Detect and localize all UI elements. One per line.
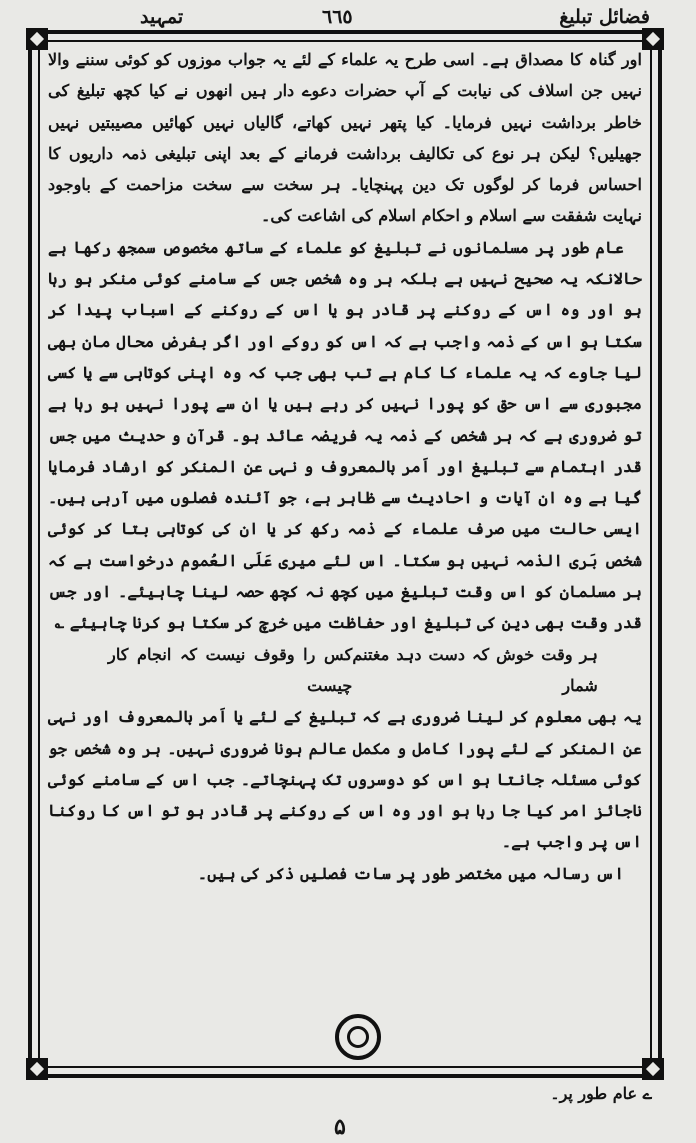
circle-ornament-icon xyxy=(335,1014,381,1060)
main-text xyxy=(48,44,642,889)
footer-page-number: ۵ xyxy=(334,1114,346,1140)
header-page-number: ٦٦٥ xyxy=(322,6,353,28)
couplet-second-hemistich: کس را وقوف نیست کہ انجام کار چیست xyxy=(108,644,353,695)
paragraph: عام طور پر مسلمانوں نے تبلیغ کو علماء کے ساتھ مخصوص سمجھ رکھا ہے حالانکہ یہ صحیح نہیں ہے بلکہ ہر وہ شخص جس کے سامنے کوئی منکر ہو رہا ہو اور وہ اس کے روکنے پر قادر ہو یا اس کے روکنے کے اسباب پیدا کر سکتا ہو اس کے ذمہ واجب ہے کہ اس کو روکے اور اگر بفرض محال مان بھی لیا جاوے کہ یہ علماء کا کام ہے تب بھی جب کہ وہ اپنی کوتاہی سے یا کسی مجبوری سے اس حق کو پورا نہیں کر رہے ہیں یا ان سے پورا نہیں ہو رہا ہے تو ضروری ہے کہ ہر شخص کے ذمہ یہ فریضہ عائد ہو۔ قرآن و حدیث میں جس قدر اہتمام سے تبلیغ اور اَمر بالمعروف و نہی عن المنکر کو ارشاد فرمایا گیا ہے وہ ان آیات و احادیث سے ظاہر ہے، جو آئندہ فصلوں میں آرہی ہیں۔ ایسی حالت میں صرف علماء کے ذمہ رکھ کر یا ان کی کوتاہی بتا کر کوئی شخص بَری الذمہ نہیں ہو سکتا۔ اس لئے میری عَلَی العُموم درخواست ہے کہ ہر مسلمان کو اس وقت تبلیغ میں کچھ نہ کچھ حصہ لینا چاہیئے۔ اور جس قدر وقت بھی دین کی تبلیغ اور حفاظت میں خرچ کر سکتا ہو کرنا چاہیئے ؎ xyxy=(48,237,642,633)
couplet-first-hemistich: ہر وقت خوش کہ دست دہد مغتنم شمار xyxy=(352,644,598,695)
persian-couplet xyxy=(48,639,642,702)
chapter-title: تمہید xyxy=(140,6,184,28)
book-title: فضائل تبلیغ xyxy=(559,6,650,28)
paragraph: اور گناہ کا مصداق ہے۔ اسی طرح یہ علماء کے لئے یہ جواب موزوں کو کوئی سننے والا نہیں جن اسلاف کی نیابت کے آپ حضرات دعوے دار ہیں انھوں نے کیا کچھ تبلیغ کی خاطر برداشت نہیں فرمایا۔ کیا پتھر نہیں کھاتے، گالیاں نہیں کھائیں مصیبتیں نہیں جھیلیں؟ لیکن ہر نوع کی تکالیف برداشت فرمانے کے بعد اپنی تبلیغی ذمہ داریوں کا احساس فرما کر لوگوں تک دین پہنچایا۔ ہر سخت سے سخت مزاحمت کے باوجود نہایت شفقت سے اسلام و احکام اسلام کی اشاعت کی۔ xyxy=(48,50,642,226)
page-header xyxy=(0,6,696,30)
footnote: ے عام طور پر۔ xyxy=(550,1084,652,1103)
paragraph: یہ بھی معلوم کر لینا ضروری ہے کہ تبلیغ کے لئے یا اَمر بالمعروف اور نہی عن المنکر کے لئے پورا کامل و مکمل عالم ہونا ضروری نہیں۔ ہر وہ شخص جو کوئی مسئلہ جانتا ہو اس کو دوسروں تک پہنچاتے۔ جب اس کے سامنے کوئی ناجائز امر کیا جا رہا ہو اور وہ اس کے روکنے پر قادر ہو تو اس کا روکنا اس پر واجب ہے۔ xyxy=(48,707,642,852)
corner-ornament-icon xyxy=(26,28,48,50)
corner-ornament-icon xyxy=(642,28,664,50)
corner-ornament-icon xyxy=(642,1058,664,1080)
paragraph: اس رسالہ میں مختصر طور پر سات فصلیں ذکر کی ہیں۔ xyxy=(197,863,624,883)
corner-ornament-icon xyxy=(26,1058,48,1080)
